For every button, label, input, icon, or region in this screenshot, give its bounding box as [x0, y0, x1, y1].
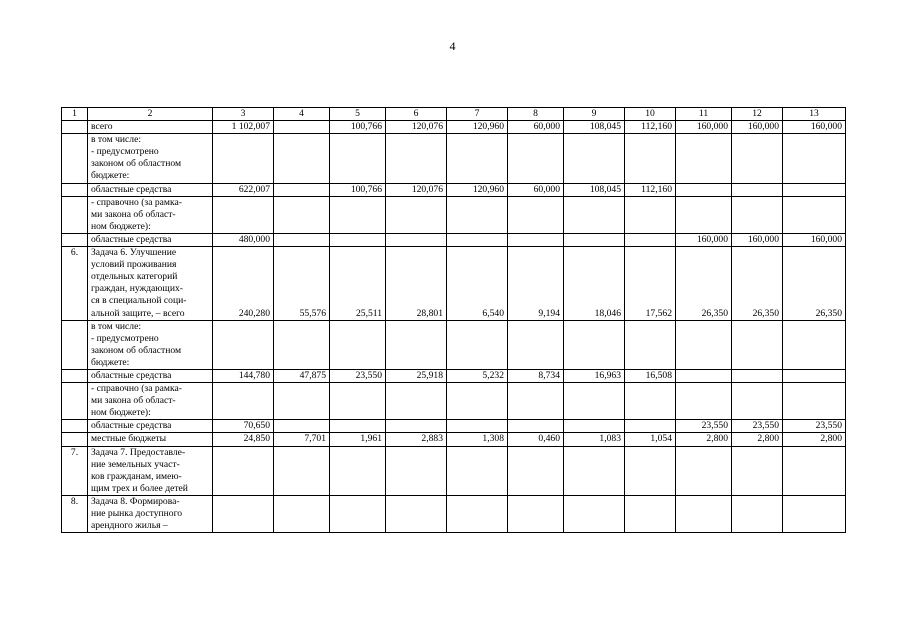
value-cell: 16,508	[625, 369, 676, 382]
value-cell: 47,875	[274, 369, 330, 382]
value-cell	[783, 134, 846, 183]
description-line: законом об областном	[91, 344, 182, 356]
value-cell: 17,562	[625, 247, 676, 321]
value-cell	[213, 446, 274, 495]
value-cell	[732, 369, 783, 382]
value-cell: 0,460	[508, 433, 564, 446]
column-number-cell: 12	[732, 108, 783, 121]
row-number-cell	[62, 420, 88, 433]
value-cell	[213, 383, 274, 420]
description-line: - предусмотрено	[91, 332, 159, 344]
value-cell: 622,007	[213, 183, 274, 196]
value-cell	[274, 233, 330, 246]
row-number-cell: 8.	[62, 495, 88, 532]
description-line: - справочно (за рамка-	[91, 196, 182, 208]
description-line: всего	[91, 121, 113, 133]
table-row	[62, 420, 846, 433]
value-cell: 9,194	[508, 247, 564, 321]
value-cell: 144,780	[213, 369, 274, 382]
table-row	[62, 247, 846, 321]
value-cell	[564, 196, 625, 233]
description-line: Задача 7. Предоставле-	[91, 446, 186, 458]
description-line: ном бюджете):	[91, 407, 151, 419]
description-line: местные бюджеты	[91, 433, 167, 445]
value-cell: 1,054	[625, 433, 676, 446]
row-number-cell	[62, 369, 88, 382]
budget-table	[61, 107, 846, 533]
value-cell	[783, 183, 846, 196]
table-header-row	[62, 108, 846, 121]
value-cell	[330, 134, 386, 183]
value-cell: 1 102,007	[213, 121, 274, 134]
value-cell	[508, 134, 564, 183]
value-cell: 480,000	[213, 233, 274, 246]
value-cell: 18,046	[564, 247, 625, 321]
description-cell	[88, 183, 213, 196]
row-number-cell: 7.	[62, 446, 88, 495]
value-cell	[676, 196, 732, 233]
value-cell: 160,000	[732, 233, 783, 246]
value-cell	[386, 320, 447, 369]
value-cell	[447, 420, 508, 433]
value-cell	[564, 420, 625, 433]
value-cell: 26,350	[732, 247, 783, 321]
value-cell	[732, 320, 783, 369]
value-cell: 23,550	[676, 420, 732, 433]
value-cell	[274, 320, 330, 369]
column-number-cell: 11	[676, 108, 732, 121]
value-cell: 2,883	[386, 433, 447, 446]
value-cell: 8,734	[508, 369, 564, 382]
value-cell	[330, 233, 386, 246]
description-line: ние земельных участ-	[91, 458, 180, 470]
value-cell	[213, 320, 274, 369]
value-cell: 160,000	[783, 233, 846, 246]
value-cell	[625, 196, 676, 233]
value-cell	[508, 446, 564, 495]
value-cell	[274, 196, 330, 233]
column-number-cell: 7	[447, 108, 508, 121]
description-line: арендного жилья –	[91, 520, 168, 532]
column-number-cell: 6	[386, 108, 447, 121]
description-line: областные средства	[91, 233, 172, 245]
value-cell: 160,000	[732, 121, 783, 134]
value-cell: 112,160	[625, 121, 676, 134]
value-cell	[676, 383, 732, 420]
description-line: - справочно (за рамка-	[91, 383, 182, 395]
value-cell	[213, 495, 274, 532]
value-cell	[274, 446, 330, 495]
value-cell	[676, 495, 732, 532]
value-cell	[274, 121, 330, 134]
description-cell	[88, 369, 213, 382]
value-cell	[386, 495, 447, 532]
description-line: щим трех и более детей	[91, 482, 188, 494]
value-cell	[274, 134, 330, 183]
value-cell	[625, 495, 676, 532]
value-cell	[625, 134, 676, 183]
value-cell: 23,550	[732, 420, 783, 433]
value-cell: 16,963	[564, 369, 625, 382]
value-cell	[676, 320, 732, 369]
description-cell	[88, 196, 213, 233]
table-row	[62, 446, 846, 495]
value-cell	[508, 383, 564, 420]
row-number-cell	[62, 183, 88, 196]
value-cell	[783, 320, 846, 369]
value-cell	[732, 196, 783, 233]
value-cell	[783, 495, 846, 532]
value-cell	[274, 183, 330, 196]
value-cell: 1,308	[447, 433, 508, 446]
value-cell: 1,961	[330, 433, 386, 446]
value-cell: 120,960	[447, 183, 508, 196]
column-number-cell: 1	[62, 108, 88, 121]
value-cell	[564, 233, 625, 246]
value-cell	[508, 233, 564, 246]
value-cell: 55,576	[274, 247, 330, 321]
description-cell	[88, 320, 213, 369]
table-row	[62, 433, 846, 446]
value-cell	[732, 495, 783, 532]
value-cell: 28,801	[386, 247, 447, 321]
value-cell: 26,350	[783, 247, 846, 321]
value-cell: 112,160	[625, 183, 676, 196]
description-line: альной защите, – всего	[91, 307, 185, 319]
value-cell	[676, 134, 732, 183]
value-cell	[564, 320, 625, 369]
value-cell: 60,000	[508, 121, 564, 134]
value-cell: 7,701	[274, 433, 330, 446]
value-cell: 23,550	[330, 369, 386, 382]
table-row	[62, 121, 846, 134]
value-cell	[330, 446, 386, 495]
column-number-cell: 13	[783, 108, 846, 121]
description-line: ми закона об област-	[91, 208, 176, 220]
value-cell	[386, 196, 447, 233]
description-line: ние рынка доступного	[91, 508, 183, 519]
value-cell	[508, 420, 564, 433]
value-cell	[386, 446, 447, 495]
value-cell: 2,800	[732, 433, 783, 446]
description-cell	[88, 247, 213, 321]
column-number-cell: 2	[88, 108, 213, 121]
row-number-cell	[62, 433, 88, 446]
column-number-cell: 9	[564, 108, 625, 121]
value-cell	[625, 420, 676, 433]
value-cell	[386, 134, 447, 183]
value-cell	[676, 369, 732, 382]
value-cell	[508, 196, 564, 233]
row-number-cell	[62, 320, 88, 369]
value-cell	[564, 495, 625, 532]
value-cell	[676, 183, 732, 196]
value-cell: 120,960	[447, 121, 508, 134]
value-cell	[274, 495, 330, 532]
value-cell: 100,766	[330, 121, 386, 134]
table-row	[62, 495, 846, 532]
value-cell: 26,350	[676, 247, 732, 321]
value-cell: 1,083	[564, 433, 625, 446]
value-cell	[625, 233, 676, 246]
description-line: в том числе:	[91, 320, 142, 332]
table-row	[62, 369, 846, 382]
value-cell	[447, 134, 508, 183]
description-cell	[88, 495, 213, 532]
value-cell	[386, 233, 447, 246]
row-number-cell	[62, 134, 88, 183]
value-cell	[625, 320, 676, 369]
description-cell	[88, 233, 213, 246]
value-cell	[447, 446, 508, 495]
description-cell	[88, 134, 213, 183]
description-cell	[88, 420, 213, 433]
description-cell	[88, 383, 213, 420]
value-cell	[447, 196, 508, 233]
value-cell	[213, 134, 274, 183]
description-line: бюджете:	[91, 170, 130, 182]
description-cell	[88, 121, 213, 134]
value-cell	[330, 420, 386, 433]
value-cell	[676, 446, 732, 495]
description-line: ся в специальной соци-	[91, 295, 187, 307]
value-cell	[732, 183, 783, 196]
value-cell	[447, 383, 508, 420]
page-number: 4	[449, 39, 456, 53]
value-cell	[386, 383, 447, 420]
description-line: законом об областном	[91, 158, 182, 170]
value-cell	[783, 196, 846, 233]
value-cell: 2,800	[676, 433, 732, 446]
value-cell: 240,280	[213, 247, 274, 321]
value-cell: 6,540	[447, 247, 508, 321]
value-cell: 25,918	[386, 369, 447, 382]
description-cell	[88, 433, 213, 446]
value-cell	[732, 446, 783, 495]
value-cell	[274, 383, 330, 420]
value-cell	[783, 446, 846, 495]
value-cell: 5,232	[447, 369, 508, 382]
value-cell	[386, 420, 447, 433]
description-line: Задача 6. Улучшение	[91, 247, 177, 259]
value-cell	[732, 383, 783, 420]
description-line: ков гражданам, имею-	[91, 470, 182, 482]
row-number-cell	[62, 383, 88, 420]
value-cell	[783, 369, 846, 382]
value-cell	[447, 495, 508, 532]
value-cell	[564, 134, 625, 183]
description-line: областные средства	[91, 183, 172, 195]
value-cell	[508, 495, 564, 532]
value-cell	[625, 446, 676, 495]
table-row	[62, 383, 846, 420]
value-cell: 120,076	[386, 183, 447, 196]
value-cell: 23,550	[783, 420, 846, 433]
value-cell	[564, 446, 625, 495]
table-row	[62, 183, 846, 196]
row-number-cell	[62, 121, 88, 134]
column-number-cell: 4	[274, 108, 330, 121]
value-cell: 2,800	[783, 433, 846, 446]
value-cell	[508, 320, 564, 369]
value-cell	[330, 196, 386, 233]
description-line: отдельных категорий	[91, 271, 178, 283]
description-line: ми закона об област-	[91, 395, 176, 407]
column-number-cell: 8	[508, 108, 564, 121]
description-cell	[88, 446, 213, 495]
description-line: ном бюджете):	[91, 220, 151, 232]
column-number-cell: 5	[330, 108, 386, 121]
table-row	[62, 134, 846, 183]
value-cell: 160,000	[676, 121, 732, 134]
description-line: Задача 8. Формирова-	[91, 495, 180, 507]
value-cell: 100,766	[330, 183, 386, 196]
value-cell	[783, 383, 846, 420]
value-cell: 120,076	[386, 121, 447, 134]
row-number-cell	[62, 233, 88, 246]
row-number-cell	[62, 196, 88, 233]
value-cell: 70,650	[213, 420, 274, 433]
value-cell: 108,045	[564, 121, 625, 134]
value-cell	[625, 383, 676, 420]
value-cell	[564, 383, 625, 420]
value-cell	[274, 420, 330, 433]
value-cell	[330, 383, 386, 420]
value-cell: 108,045	[564, 183, 625, 196]
value-cell: 160,000	[783, 121, 846, 134]
value-cell	[447, 233, 508, 246]
description-line: областные средства	[91, 369, 172, 381]
value-cell	[447, 320, 508, 369]
value-cell	[330, 495, 386, 532]
value-cell	[330, 320, 386, 369]
column-number-cell: 10	[625, 108, 676, 121]
value-cell: 25,511	[330, 247, 386, 321]
description-line: бюджете:	[91, 356, 130, 368]
value-cell	[732, 134, 783, 183]
description-line: областные средства	[91, 420, 172, 432]
value-cell	[213, 196, 274, 233]
table-row	[62, 320, 846, 369]
description-line: - предусмотрено	[91, 146, 159, 158]
table-row	[62, 233, 846, 246]
value-cell: 60,000	[508, 183, 564, 196]
value-cell: 160,000	[676, 233, 732, 246]
row-number-cell: 6.	[62, 247, 88, 321]
description-line: в том числе:	[91, 134, 142, 146]
table-row	[62, 196, 846, 233]
column-number-cell: 3	[213, 108, 274, 121]
value-cell: 24,850	[213, 433, 274, 446]
description-line: условий проживания	[91, 259, 177, 271]
description-line: граждан, нуждающих-	[91, 283, 183, 295]
